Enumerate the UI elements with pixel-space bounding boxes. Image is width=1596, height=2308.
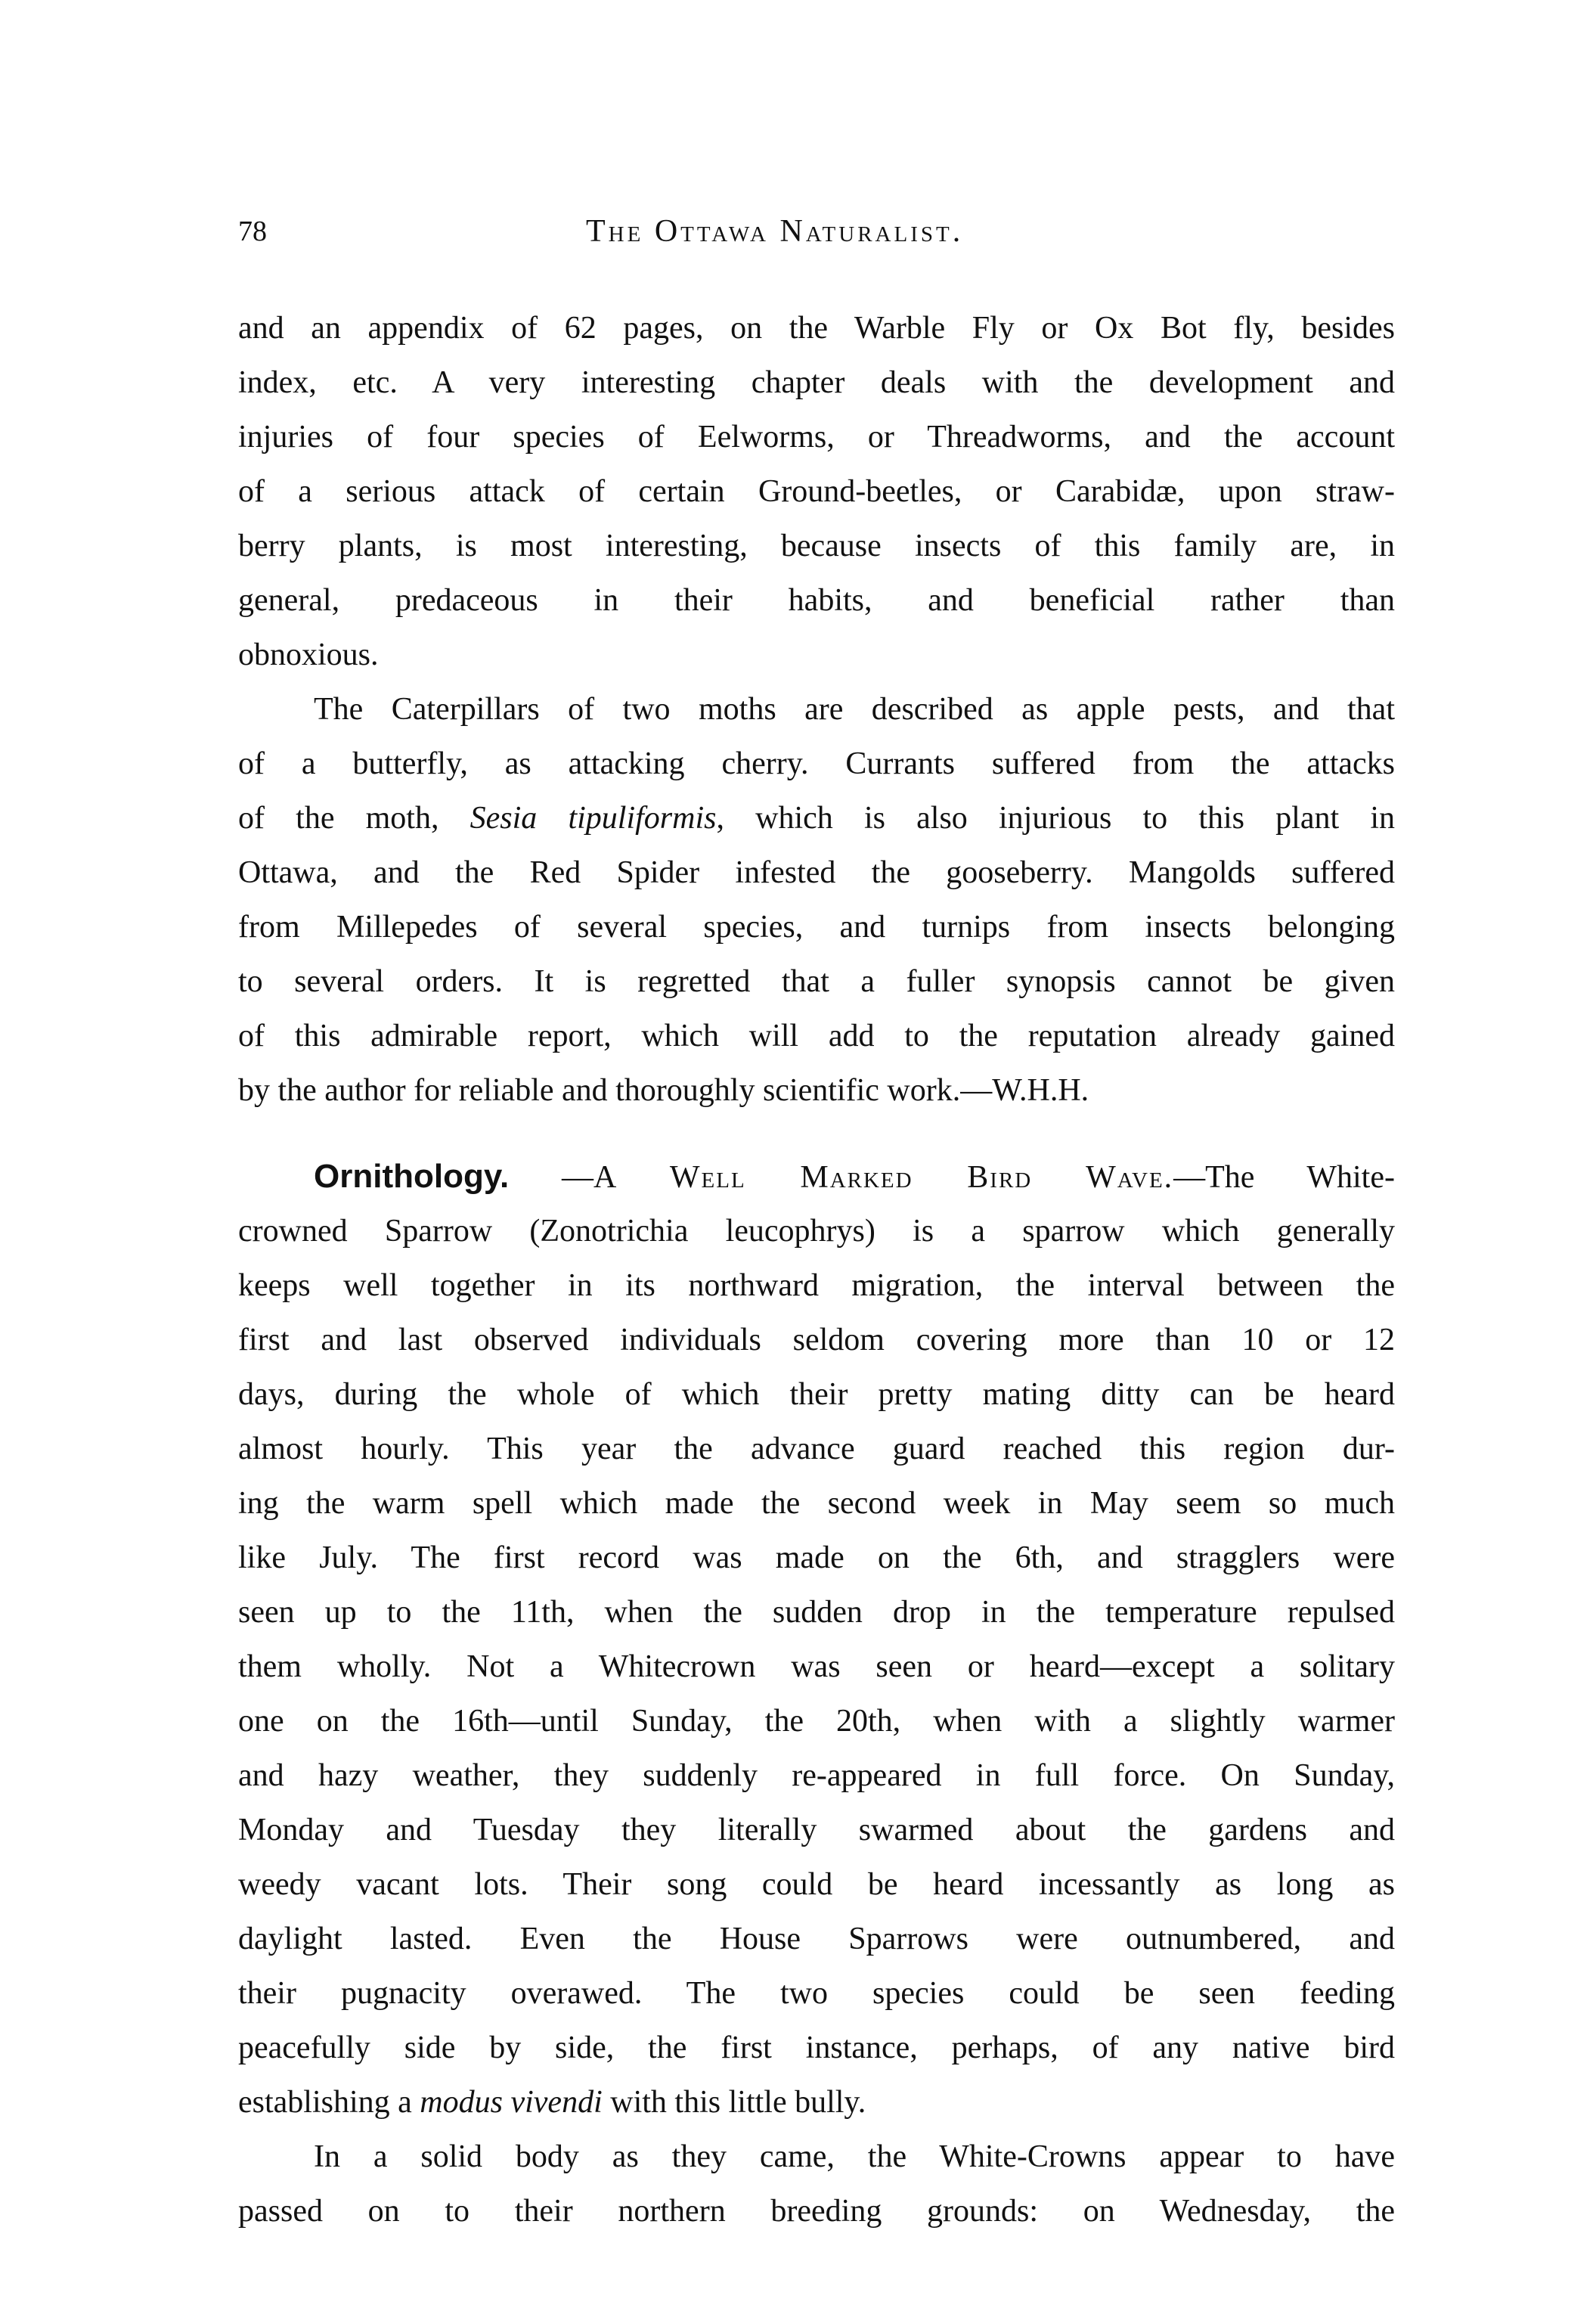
text-line: of a serious attack of certain Ground-beetles, or Carabidæ, upon straw- — [238, 474, 1395, 509]
text-line: Ottawa, and the Red Spider infested the gooseberry. Mangolds suffered — [238, 855, 1395, 890]
text-run: — — [509, 1160, 593, 1195]
text-line: and an appendix of 62 pages, on the Warble Fly or Ox Bot fly, besides — [238, 311, 1395, 346]
page-number: 78 — [238, 216, 267, 247]
text-line: first and last observed individuals seldom covering more than 10 or 12 — [238, 1323, 1395, 1357]
text-line: general, predaceous in their habits, and beneficial rather than — [238, 583, 1395, 618]
text-line: ing the warm spell which made the second week in May seem so much — [238, 1486, 1395, 1521]
body-text — [238, 301, 1395, 2238]
section-heading: Ornithology. — [314, 1158, 510, 1195]
text-run: establishing a — [238, 2085, 420, 2120]
paragraph-1 — [238, 301, 1395, 682]
paragraph-ornithology — [238, 1149, 1395, 2130]
text-line: them wholly. Not a Whitecrown was seen or heard—except a solitary — [238, 1649, 1395, 1684]
text-line: one on the 16th—until Sunday, the 20th, when with a slightly warmer — [238, 1704, 1395, 1739]
running-head — [238, 209, 1402, 254]
text-line: almost hourly. This year the advance guard reached this region dur- — [238, 1432, 1395, 1466]
text-line: crowned Sparrow (Zonotrichia leucophrys) is a sparrow which generally — [238, 1214, 1395, 1249]
text-line: berry plants, is most interesting, because insects of this family are, in — [238, 529, 1395, 563]
text-run: of the moth, — [238, 801, 470, 836]
paragraph-2 — [238, 682, 1395, 1118]
text-line: by the author for reliable and thoroughly scientific work.—W.H.H. — [238, 1073, 1089, 1108]
text-line: and hazy weather, they suddenly re-appeared in full force. On Sunday, — [238, 1758, 1395, 1793]
text-line: seen up to the 11th, when the sudden drop in the temperature repulsed — [238, 1595, 1395, 1630]
text-line: weedy vacant lots. Their song could be heard incessantly as long as — [238, 1867, 1395, 1902]
text-line: keeps well together in its northward migration, the interval between the — [238, 1268, 1395, 1303]
text-line: of a butterfly, as attacking cherry. Currants suffered from the attacks — [238, 746, 1395, 781]
article-subheading: A Well Marked Bird Wave. — [593, 1160, 1174, 1195]
paragraph-4 — [238, 2130, 1395, 2238]
journal-title: The Ottawa Naturalist. — [586, 214, 964, 249]
text-line: obnoxious. — [238, 637, 379, 672]
text-line — [238, 2075, 1395, 2130]
text-line: The Caterpillars of two moths are described as apple pests, and that — [314, 692, 1395, 727]
text-line: peacefully side by side, the first instance, perhaps, of any native bird — [238, 2030, 1395, 2065]
text-line: passed on to their northern breeding grounds: on Wednesday, the — [238, 2194, 1395, 2229]
text-line: injuries of four species of Eelworms, or Threadworms, and the account — [238, 420, 1395, 454]
text-line: days, during the whole of which their pretty mating ditty can be heard — [238, 1377, 1395, 1412]
text-run: with this little bully. — [602, 2085, 866, 2120]
text-line — [238, 1149, 1395, 1204]
text-line: of this admirable report, which will add to the reputation already gained — [238, 1019, 1395, 1053]
text-line: their pugnacity overawed. The two species could be seen feeding — [238, 1976, 1395, 2011]
species-name: Sesia tipuliformis — [470, 801, 717, 836]
text-line: to several orders. It is regretted that a fuller synopsis cannot be given — [238, 964, 1395, 999]
latin-phrase: modus vivendi — [420, 2085, 603, 2120]
text-run: , which is also injurious to this plant in — [716, 801, 1395, 836]
text-line: like July. The first record was made on the 6th, and stragglers were — [238, 1540, 1395, 1575]
text-line: In a solid body as they came, the White-Crowns appear to have — [314, 2139, 1395, 2174]
section-gap — [238, 1118, 1395, 1149]
text-line: Monday and Tuesday they literally swarmed about the gardens and — [238, 1813, 1395, 1847]
text-line: from Millepedes of several species, and turnips from insects belonging — [238, 910, 1395, 945]
text-line — [238, 791, 1395, 845]
text-line: index, etc. A very interesting chapter deals with the development and — [238, 365, 1395, 400]
text-run: —The White- — [1173, 1160, 1395, 1195]
text-line: daylight lasted. Even the House Sparrows were outnumbered, and — [238, 1922, 1395, 1956]
